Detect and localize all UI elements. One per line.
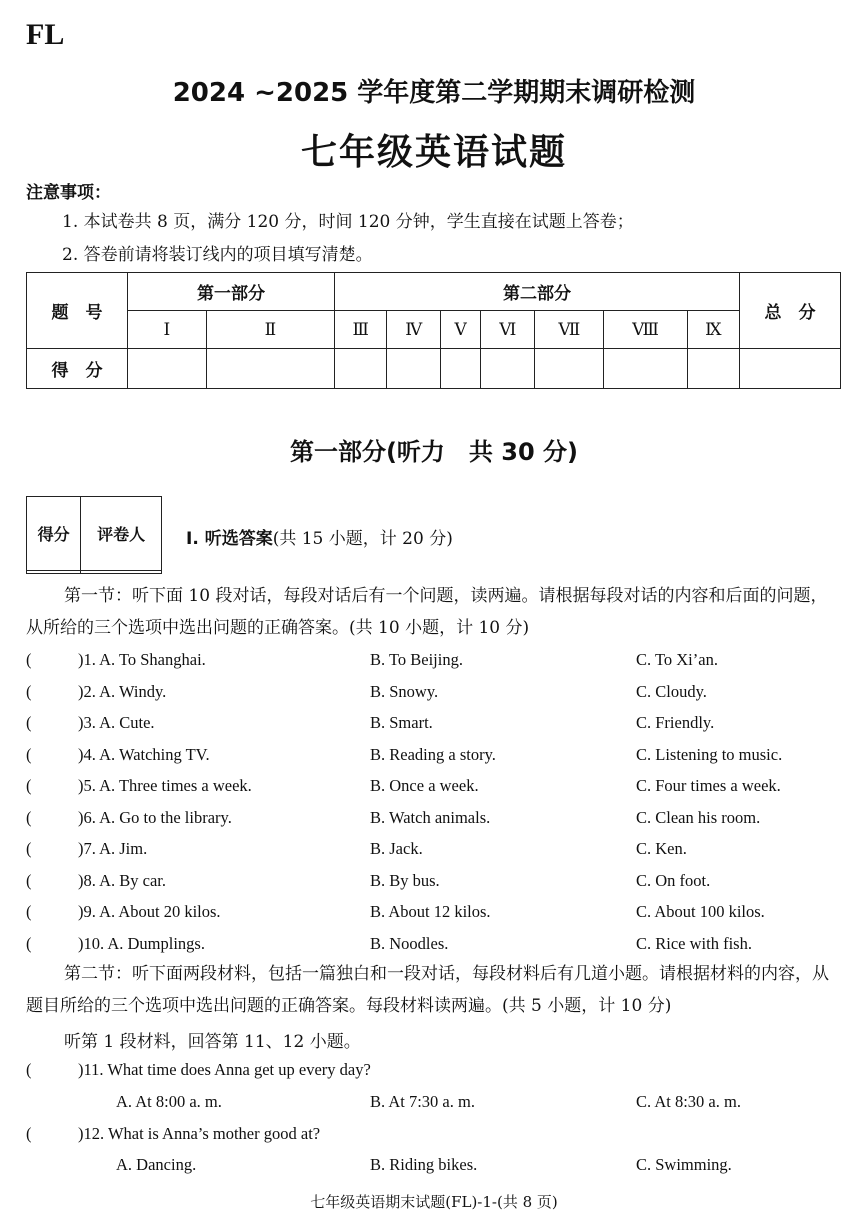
col-1: Ⅰ — [128, 311, 207, 349]
section1-instructions: 第一节：听下面 10 段对话，每段对话后有一个问题，读两遍。请根据每段对话的内容和后面的问题，从所给的三个选项中选出问题的正确答案。(共 10 小题，计 10 分) — [26, 586, 828, 638]
total-header: 总 分 — [740, 273, 841, 349]
option-b: B. Reading a story. — [370, 745, 496, 764]
score-cell[interactable] — [128, 349, 207, 389]
answer-paren[interactable]: ( — [26, 776, 32, 795]
score-cell[interactable] — [481, 349, 535, 389]
col-2: Ⅱ — [206, 311, 334, 349]
option-a: )6. A. Go to the library. — [78, 808, 232, 827]
option-c: C. On foot. — [636, 871, 711, 890]
grader-reviewer-cell[interactable] — [81, 570, 162, 573]
option-a: )4. A. Watching TV. — [78, 745, 210, 764]
answer-paren[interactable]: ( — [26, 1060, 32, 1079]
answer-paren[interactable]: ( — [26, 713, 32, 732]
grader-score-label: 得分 — [27, 497, 81, 571]
note-item: 1. 本试卷共 8 页，满分 120 分，时间 120 分钟，学生直接在试题上答卷； — [62, 212, 634, 232]
option-b: B. Noodles. — [370, 934, 449, 953]
score-cell[interactable] — [206, 349, 334, 389]
option-c: C. Ken. — [636, 839, 687, 858]
option-b: B. To Beijing. — [370, 650, 463, 669]
score-row-header: 得 分 — [27, 349, 128, 389]
score-cell[interactable] — [535, 349, 604, 389]
option-c: C. To Xi’an. — [636, 650, 718, 669]
option-c: C. Cloudy. — [636, 682, 707, 701]
score-cell[interactable] — [441, 349, 481, 389]
exam-title: 2024 ~2025 学年度第二学期期末调研检测 — [172, 78, 696, 108]
note-item: 2. 答卷前请将装订线内的项目填写清楚。 — [62, 245, 373, 265]
option-c: C. Listening to music. — [636, 745, 783, 764]
answer-paren[interactable]: ( — [26, 902, 32, 921]
col-6: Ⅵ — [481, 311, 535, 349]
option-a: A. At 8:00 a. m. — [116, 1092, 222, 1111]
part1-heading: 第一部分(听力 共 30 分) — [289, 438, 579, 466]
grader-reviewer-label: 评卷人 — [81, 497, 162, 571]
answer-paren[interactable]: ( — [26, 808, 32, 827]
grader-box — [26, 496, 162, 574]
answer-paren[interactable]: ( — [26, 871, 32, 890]
option-a: )3. A. Cute. — [78, 713, 155, 732]
option-b: B. Smart. — [370, 713, 433, 732]
grader-score-cell[interactable] — [27, 570, 81, 573]
score-cell[interactable] — [604, 349, 687, 389]
answer-paren[interactable]: ( — [26, 682, 32, 701]
option-a: A. Dancing. — [116, 1155, 197, 1174]
question-stem: )11. What time does Anna get up every day? — [78, 1060, 371, 1079]
col-7: Ⅶ — [535, 311, 604, 349]
paper-code: FL — [26, 18, 65, 51]
answer-paren[interactable]: ( — [26, 1124, 32, 1143]
option-c: C. Swimming. — [636, 1155, 732, 1174]
part1-header: 第一部分 — [128, 273, 335, 311]
option-c: C. About 100 kilos. — [636, 902, 765, 921]
col-4: Ⅳ — [387, 311, 441, 349]
option-b: B. Snowy. — [370, 682, 439, 701]
option-b: B. About 12 kilos. — [370, 902, 491, 921]
option-b: B. Jack. — [370, 839, 423, 858]
option-c: C. Friendly. — [636, 713, 715, 732]
option-c: C. Four times a week. — [636, 776, 781, 795]
score-cell[interactable] — [687, 349, 739, 389]
question-stem: )12. What is Anna’s mother good at? — [78, 1124, 321, 1143]
notes-heading: 注意事项： — [26, 183, 111, 203]
option-c: C. Clean his room. — [636, 808, 761, 827]
col-8: Ⅷ — [604, 311, 687, 349]
part2-header: 第二部分 — [335, 273, 740, 311]
option-a: )8. A. By car. — [78, 871, 166, 890]
option-a: )5. A. Three times a week. — [78, 776, 252, 795]
score-cell[interactable] — [335, 349, 387, 389]
option-a: )10. A. Dumplings. — [78, 934, 205, 953]
section-title — [186, 524, 453, 549]
page-footer: 七年级英语期末试题(FL)-1-(共 8 页) — [310, 1193, 558, 1211]
section2-instructions: 第二节：听下面两段材料，包括一篇独白和一段对话，每段材料后有几道小题。请根据材料的内容，从题目所给的三个选项中选出问题的正确答案。每段材料读两遍。(共 5 小题，计 10 分) — [26, 964, 829, 1016]
score-table — [26, 272, 841, 389]
option-b: B. By bus. — [370, 871, 440, 890]
score-cell[interactable] — [387, 349, 441, 389]
option-a: )1. A. To Shanghai. — [78, 650, 206, 669]
section-note: (共 15 小题，计 20 分) — [272, 529, 453, 549]
col-3: Ⅲ — [335, 311, 387, 349]
option-b: B. Once a week. — [370, 776, 479, 795]
option-b: B. At 7:30 a. m. — [370, 1092, 475, 1111]
exam-subtitle: 七年级英语试题 — [300, 132, 567, 173]
section-title-label: Ⅰ. 听选答案 — [186, 529, 273, 549]
option-a: )7. A. Jim. — [78, 839, 148, 858]
option-c: C. Rice with fish. — [636, 934, 752, 953]
question-number-header: 题 号 — [27, 273, 128, 349]
col-9: Ⅸ — [687, 311, 739, 349]
col-5: Ⅴ — [441, 311, 481, 349]
answer-paren[interactable]: ( — [26, 934, 32, 953]
option-c: C. At 8:30 a. m. — [636, 1092, 741, 1111]
listen-prompt: 听第 1 段材料，回答第 11、12 小题。 — [64, 1032, 361, 1052]
answer-paren[interactable]: ( — [26, 650, 32, 669]
answer-paren[interactable]: ( — [26, 745, 32, 764]
option-b: B. Watch animals. — [370, 808, 491, 827]
option-b: B. Riding bikes. — [370, 1155, 478, 1174]
option-a: )9. A. About 20 kilos. — [78, 902, 221, 921]
total-score-cell[interactable] — [740, 349, 841, 389]
option-a: )2. A. Windy. — [78, 682, 167, 701]
answer-paren[interactable]: ( — [26, 839, 32, 858]
